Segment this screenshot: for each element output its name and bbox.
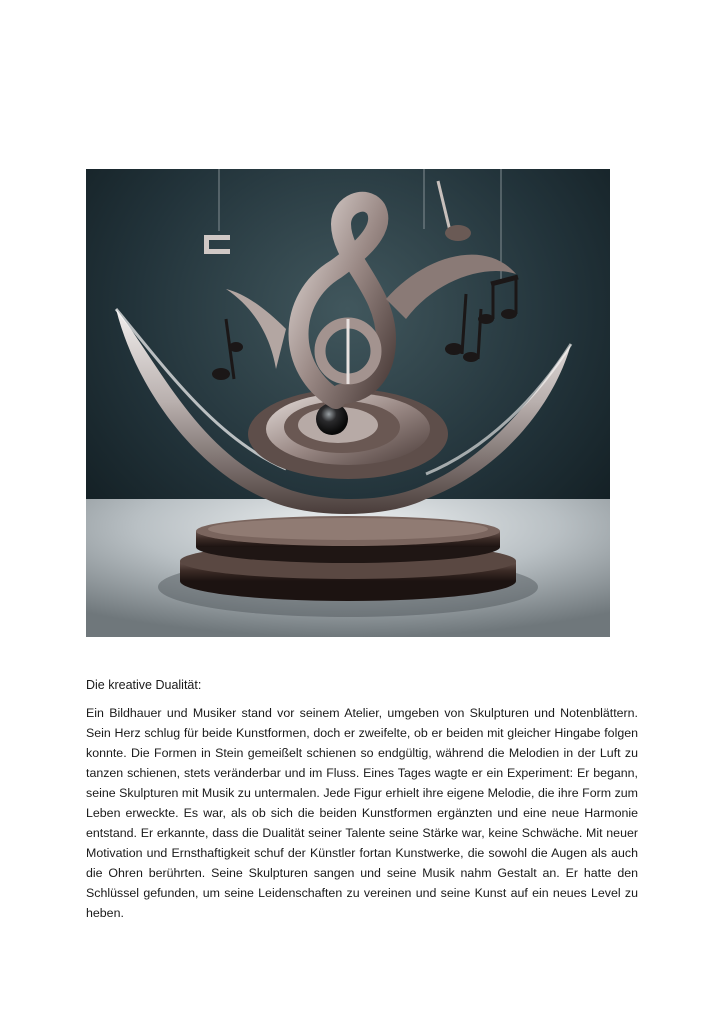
story-body-text: Ein Bildhauer und Musiker stand vor seinem Atelier, umgeben von Skulpturen und Notenblättern. Sein Herz schlug für beide Kunstformen, doch er zweifelte, ob er beiden mit gleicher Hingabe folgen konnte. Die Formen in Stein gemeißelt schienen so endgültig, während die Melodien in der Luft zu tanzen schienen, stets veränderbar und im Fluss. Eines Tages wagte er ein Experiment: Er begann, seine Skulpturen mit Musik zu untermalen. Jede Figur erhielt ihre eigene Melodie, die ihre Form zum Leben erweckte. Es war, als ob sich die beiden Kunstformen ergänzten und eine neue Harmonie entstand. Er erkannte, dass die Dualität seiner Talente seine Stärke war, keine Schwäche. Mit neuer Motivation und Ernsthaftigkeit schuf der Künstler fortan Kunstwerke, die sowohl die Augen als auch die Ohren berührten. Seine Skulpturen sangen und seine Musik nahm Gestalt an. Er hatte den Schlüssel gefunden, um seine Leidenschaften zu vereinen und seine Kunst auf ein neues Level zu heben. [86, 706, 638, 920]
sculpture-artwork-image [86, 169, 610, 637]
story-title: Die kreative Dualität: [86, 678, 202, 692]
pedestal [180, 516, 516, 601]
